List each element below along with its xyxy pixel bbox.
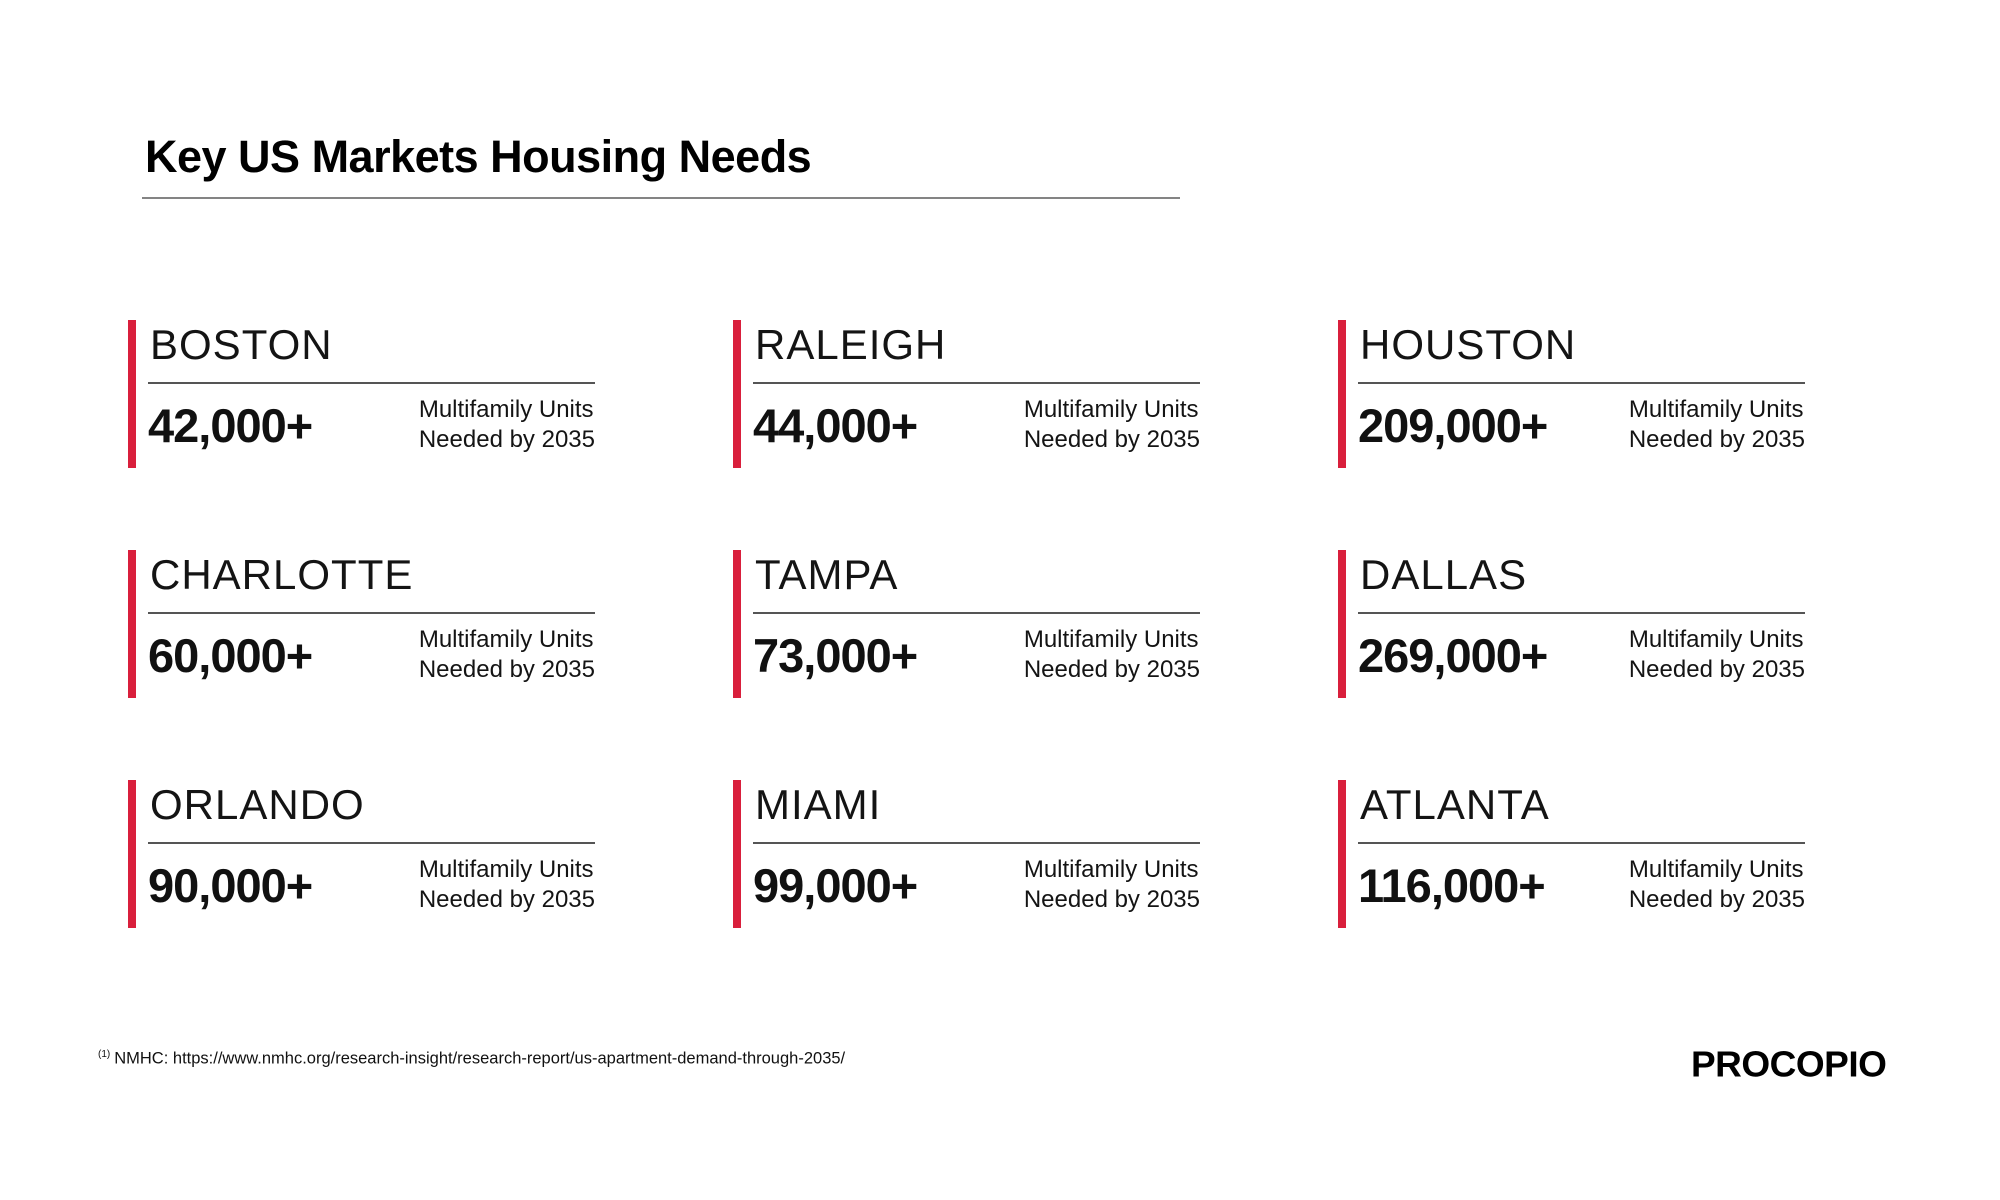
accent-bar <box>1338 320 1346 468</box>
accent-bar <box>128 320 136 468</box>
city-name: DALLAS <box>1358 550 1805 614</box>
accent-bar <box>733 550 741 698</box>
city-name: BOSTON <box>148 320 595 384</box>
units-value: 269,000+ <box>1358 628 1548 682</box>
units-label <box>419 855 595 915</box>
units-label-line2: Needed by 2035 <box>1023 656 1200 683</box>
units-label-line1: Multifamily Units <box>1023 626 1199 653</box>
procopio-logo: PROCOPIO <box>1691 1044 1887 1085</box>
units-label <box>1629 855 1805 915</box>
units-label-line1: Multifamily Units <box>1023 396 1199 423</box>
units-label <box>1024 625 1200 685</box>
units-label-line2: Needed by 2035 <box>1023 426 1200 453</box>
units-label <box>419 625 595 685</box>
units-label-line2: Needed by 2035 <box>1023 886 1200 913</box>
units-label <box>1629 395 1805 455</box>
units-value: 90,000+ <box>148 858 313 912</box>
units-label-line1: Multifamily Units <box>418 856 594 883</box>
accent-bar <box>128 780 136 928</box>
units-label <box>1024 395 1200 455</box>
units-value: 209,000+ <box>1358 398 1548 452</box>
units-label-line1: Multifamily Units <box>418 396 594 423</box>
units-label-line2: Needed by 2035 <box>1628 426 1805 453</box>
market-card-dallas <box>1338 550 1805 698</box>
accent-bar <box>733 320 741 468</box>
units-value: 42,000+ <box>148 398 313 452</box>
units-label-line2: Needed by 2035 <box>1628 656 1805 683</box>
markets-grid <box>128 320 1805 928</box>
accent-bar <box>1338 550 1346 698</box>
title-underline <box>142 197 1180 199</box>
market-card-houston <box>1338 320 1805 468</box>
city-name: HOUSTON <box>1358 320 1805 384</box>
market-card-raleigh <box>733 320 1200 468</box>
market-card-tampa <box>733 550 1200 698</box>
page-title: Key US Markets Housing Needs <box>145 131 812 182</box>
accent-bar <box>128 550 136 698</box>
units-value: 73,000+ <box>753 628 918 682</box>
accent-bar <box>733 780 741 928</box>
city-name: ATLANTA <box>1358 780 1805 844</box>
units-value: 44,000+ <box>753 398 918 452</box>
units-label <box>1024 855 1200 915</box>
units-value: 60,000+ <box>148 628 313 682</box>
market-card-atlanta <box>1338 780 1805 928</box>
units-label-line2: Needed by 2035 <box>1628 886 1805 913</box>
city-name: CHARLOTTE <box>148 550 595 614</box>
units-label-line1: Multifamily Units <box>418 626 594 653</box>
city-name: MIAMI <box>753 780 1200 844</box>
footnote-marker: (1) <box>98 1049 111 1060</box>
units-label-line1: Multifamily Units <box>1628 626 1804 653</box>
units-value: 116,000+ <box>1358 858 1545 912</box>
units-value: 99,000+ <box>753 858 918 912</box>
units-label <box>419 395 595 455</box>
accent-bar <box>1338 780 1346 928</box>
units-label-line1: Multifamily Units <box>1628 396 1804 423</box>
units-label-line1: Multifamily Units <box>1628 856 1804 883</box>
market-card-orlando <box>128 780 595 928</box>
city-name: TAMPA <box>753 550 1200 614</box>
footnote <box>98 1049 845 1069</box>
city-name: ORLANDO <box>148 780 595 844</box>
units-label-line2: Needed by 2035 <box>418 886 595 913</box>
market-card-charlotte <box>128 550 595 698</box>
city-name: RALEIGH <box>753 320 1200 384</box>
units-label-line1: Multifamily Units <box>1023 856 1199 883</box>
units-label <box>1629 625 1805 685</box>
units-label-line2: Needed by 2035 <box>418 426 595 453</box>
footnote-text: NMHC: https://www.nmhc.org/research-insight/research-report/us-apartment-demand-through-2035/ <box>114 1049 846 1068</box>
units-label-line2: Needed by 2035 <box>418 656 595 683</box>
market-card-miami <box>733 780 1200 928</box>
market-card-boston <box>128 320 595 468</box>
